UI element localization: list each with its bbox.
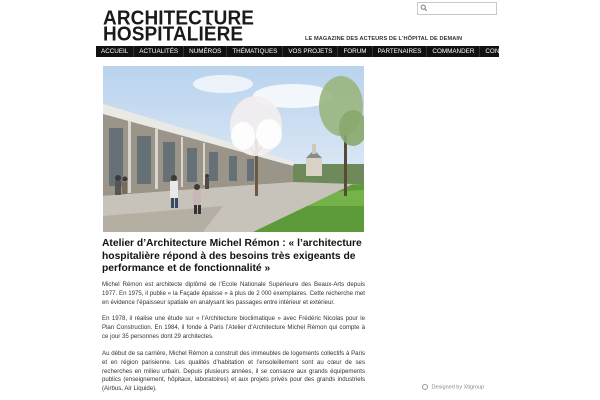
- nav-item-commander[interactable]: COMMANDER: [427, 46, 480, 57]
- nav-item-partenaires[interactable]: PARTENAIRES: [373, 46, 428, 57]
- article-title[interactable]: Atelier d’Architecture Michel Rémon : « l’architecture hospitalière répond à des besoins très exigeants de performance et de fonctionnalité »: [102, 238, 362, 274]
- site-header: [0, 0, 600, 46]
- nav-item-contacts[interactable]: CONTACTS: [485, 48, 520, 55]
- logo-line-1: ARCHITECTURE: [103, 7, 255, 30]
- designer-logo-icon: [422, 384, 428, 390]
- nav-item-forum[interactable]: FORUM: [338, 46, 372, 57]
- article-hero-image[interactable]: [103, 66, 364, 232]
- footer-credit[interactable]: [422, 384, 498, 394]
- nav-item-thematiques[interactable]: THÉMATIQUES: [227, 46, 283, 57]
- footer-credit-text: Designed by Xtigroup: [431, 384, 485, 391]
- search-icon[interactable]: [420, 4, 428, 12]
- article-paragraph: Au début de sa carrière, Michel Rémon a construit des immeubles de logements collectifs à Paris et en région parisienne. Les qualités d’habitation et l’ensoleillement sont au cœur de ses recherches en milieu urbain. Depuis plusieurs années, il se consacre aux grands équipements publics (enseignement, hôpitaux, laboratoires) et aux projets privés pour des grands industriels (Airbus, Air Liquide).: [102, 350, 365, 393]
- site-tagline: LE MAGAZINE DES ACTEURS DE L'HÔPITAL DE DEMAIN: [305, 36, 463, 42]
- nav-item-vos-projets[interactable]: VOS PROJETS: [283, 46, 338, 57]
- logo-line-2: HOSPITALIÈRE: [103, 23, 244, 46]
- nav-item-accueil[interactable]: ACCUEIL: [96, 46, 134, 57]
- article-paragraph: En 1978, il réalise une étude sur « l’Architecture bioclimatique » avec Frédéric Nicolas pour le Plan Construction. En 1984, il fonde à Paris l’Atelier d’Architecture Michel Rémon qui compte à ce jour 35 personnes dont 29 architectes.: [102, 315, 365, 340]
- article-paragraph: Michel Rémon est architecte diplômé de l’Ecole Nationale Supérieure des Beaux-Arts depuis 1977. En 1975, il publie « la Façade épaisse » à plus de 2 000 exemplaires. Cette recherche met en évidence l’épaisseur spatiale en analysant les passages entre intérieur et extérieur.: [102, 281, 365, 306]
- hospital-rendering-image: [103, 66, 364, 232]
- search-box[interactable]: [417, 2, 497, 15]
- nav-item-actualites[interactable]: ACTUALITÉS: [134, 46, 184, 57]
- nav-item-numeros[interactable]: NUMÉROS: [184, 46, 227, 57]
- main-nav: [96, 46, 520, 57]
- site-logo[interactable]: [103, 7, 298, 46]
- search-input[interactable]: [429, 3, 495, 14]
